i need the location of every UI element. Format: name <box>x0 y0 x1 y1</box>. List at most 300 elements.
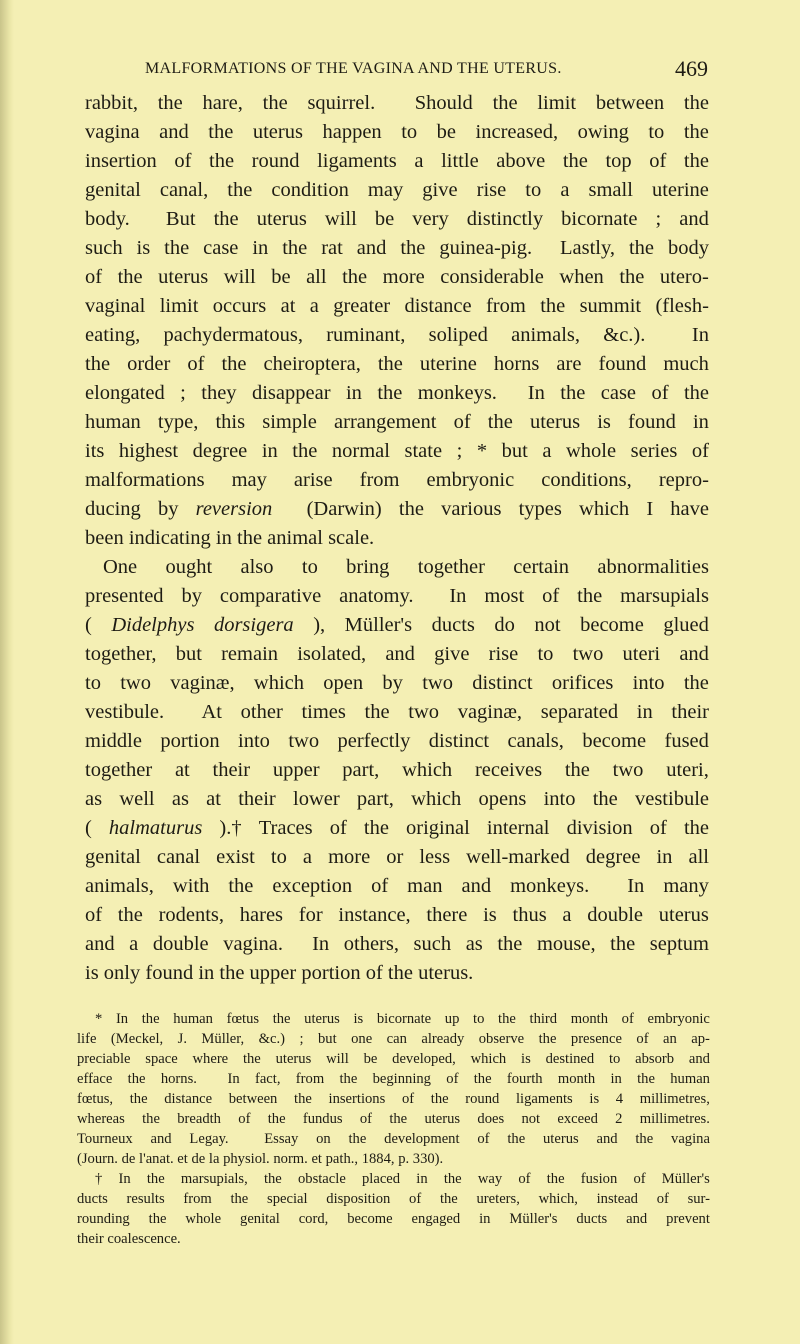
word: is <box>483 904 497 926</box>
word: of <box>409 1191 422 1207</box>
word: from <box>183 1191 212 1207</box>
footnote-line <box>77 1089 710 1109</box>
word: the <box>443 1171 462 1187</box>
italic-word: dorsigera <box>213 614 294 636</box>
word: at <box>280 295 296 317</box>
word: millimetres, <box>639 1091 710 1107</box>
word: the <box>546 1171 565 1187</box>
word: conditions, <box>541 469 632 491</box>
word: presented <box>85 585 164 607</box>
word: one <box>351 1031 373 1047</box>
word: can <box>386 1031 407 1047</box>
word: which <box>402 759 453 781</box>
word: their <box>212 759 251 781</box>
word: sur- <box>687 1191 710 1207</box>
word: embryonic <box>647 1011 710 1027</box>
word: developed, <box>392 1051 456 1067</box>
word: uterus <box>424 1111 461 1127</box>
word: other <box>240 701 283 723</box>
word: and <box>356 237 387 259</box>
word: between <box>228 1091 278 1107</box>
text-line <box>85 408 709 437</box>
word: the <box>592 788 618 810</box>
word: J. <box>177 1031 187 1047</box>
word: whereas <box>77 1111 125 1127</box>
word: (Darwin) <box>306 498 382 520</box>
running-title: MALFORMATIONS OF THE VAGINA AND THE UTERUS. <box>145 60 562 77</box>
word: have <box>670 498 709 520</box>
word: of <box>446 1071 459 1087</box>
word: together <box>417 556 485 578</box>
word: series <box>630 440 678 462</box>
word: on <box>316 1131 331 1147</box>
word: I <box>646 498 654 520</box>
word: summit <box>579 295 642 317</box>
word: of <box>359 1111 373 1127</box>
word: guinea-pig. <box>439 237 533 259</box>
word: Legay. <box>189 1131 229 1147</box>
word: At <box>201 701 222 723</box>
word: uterine <box>419 353 477 375</box>
word: the <box>577 585 603 607</box>
word: simple <box>262 411 317 433</box>
word: all <box>688 846 709 868</box>
word: the <box>142 1111 160 1127</box>
word: be <box>436 121 457 143</box>
word: the <box>227 179 253 201</box>
word: ; <box>299 1031 304 1047</box>
word: &c.) <box>258 1031 286 1047</box>
word: the <box>157 92 183 114</box>
word: more <box>382 266 425 288</box>
word: found <box>598 353 647 375</box>
word: vestibule. <box>85 701 165 723</box>
word: the <box>487 411 513 433</box>
word: anatomy. <box>339 585 414 607</box>
word: a <box>560 179 570 201</box>
word: bring <box>346 556 390 578</box>
word: eating, <box>85 324 141 346</box>
footnote-line <box>77 1189 710 1209</box>
word: which <box>470 1051 507 1067</box>
word: vaginæ, <box>457 701 523 723</box>
word: and <box>688 1051 710 1067</box>
word: fundus <box>302 1111 343 1127</box>
text: their coalescence. <box>77 1231 181 1247</box>
word: with <box>172 875 210 897</box>
word: In <box>115 1011 129 1027</box>
word: type, <box>157 411 199 433</box>
word: ureters, <box>476 1191 520 1207</box>
word: insertions <box>328 1091 386 1107</box>
word: ), <box>313 614 326 636</box>
word: insertion <box>85 150 157 172</box>
word: to <box>301 556 318 578</box>
word: the <box>294 1091 312 1107</box>
word: * <box>476 440 488 462</box>
word: vagina <box>85 121 140 143</box>
word: up <box>444 1011 460 1027</box>
word: the <box>562 150 588 172</box>
word: rise <box>488 643 519 665</box>
word: the <box>377 382 403 404</box>
word: into <box>543 788 576 810</box>
word: and <box>679 643 709 665</box>
word: less <box>419 846 451 868</box>
footnote-line <box>77 1169 710 1189</box>
word: as <box>171 788 189 810</box>
word: In <box>312 933 330 955</box>
word: round <box>251 150 300 172</box>
word: abnormalities <box>597 556 709 578</box>
word: of <box>238 1111 251 1127</box>
word: state <box>404 440 443 462</box>
word: In <box>227 1071 240 1087</box>
word: In <box>118 1171 131 1187</box>
word: glued <box>663 614 709 636</box>
word: in <box>261 440 278 462</box>
text-line <box>85 350 709 379</box>
word: uterus <box>252 121 303 143</box>
word: the <box>342 266 368 288</box>
word: perfectly <box>337 730 411 752</box>
word: the <box>282 237 308 259</box>
word: the <box>267 1111 286 1127</box>
word: genital <box>85 846 141 868</box>
word: canal, <box>159 179 209 201</box>
word: of <box>636 1031 649 1047</box>
word: of <box>649 817 667 839</box>
word: the <box>339 1071 358 1087</box>
word: utero- <box>659 266 709 288</box>
word: the <box>635 1131 654 1147</box>
word: by <box>382 672 403 694</box>
word: which, <box>538 1191 578 1207</box>
word: the <box>230 1191 249 1207</box>
word: vagina <box>671 1131 710 1147</box>
word: certain <box>513 556 570 578</box>
word: be <box>271 266 291 288</box>
word: top <box>605 150 632 172</box>
word: the <box>400 237 426 259</box>
word: the <box>348 1131 367 1147</box>
word: soliped <box>428 324 488 346</box>
word: ought <box>165 556 213 578</box>
word: month <box>570 1011 609 1027</box>
word: division <box>566 817 633 839</box>
word: the <box>683 121 709 143</box>
word: human <box>173 1011 213 1027</box>
word: already <box>421 1031 465 1047</box>
word: placed <box>362 1171 401 1187</box>
word: to <box>609 1051 621 1067</box>
word: also <box>240 556 274 578</box>
word: hares <box>239 904 284 926</box>
word: the <box>398 498 424 520</box>
word: uteri, <box>666 759 709 781</box>
word: whole <box>185 1211 222 1227</box>
word: exception <box>272 875 353 897</box>
word: but <box>501 440 528 462</box>
text-line <box>85 466 709 495</box>
word: various <box>441 498 502 520</box>
word: be <box>374 208 395 230</box>
word: the <box>148 1211 167 1227</box>
word: the <box>683 672 709 694</box>
word: as <box>85 788 103 810</box>
word: but <box>175 643 202 665</box>
word: and <box>385 643 415 665</box>
word: they <box>201 382 237 404</box>
footnote-line <box>77 1209 710 1229</box>
word: ).† <box>219 817 242 839</box>
word: to <box>270 846 287 868</box>
word: into <box>632 672 665 694</box>
word: ; <box>180 382 186 404</box>
word: uterus <box>658 904 709 926</box>
text-line <box>85 901 709 930</box>
word: arrangement <box>334 411 437 433</box>
word: the <box>497 933 523 955</box>
word: well <box>119 788 155 810</box>
text-line <box>85 669 709 698</box>
word: degree <box>192 440 248 462</box>
word: vaginæ, <box>170 672 235 694</box>
word: third <box>529 1011 558 1027</box>
word: 2 <box>615 1111 623 1127</box>
text-line <box>85 118 709 147</box>
word: the <box>85 353 111 375</box>
text: (Journ. de l'anat. et de la physiol. norm. et path., 1884, p. 330). <box>77 1151 444 1167</box>
word: increased, <box>475 121 559 143</box>
word: Tourneux <box>77 1131 133 1147</box>
word: bicornate <box>561 208 638 230</box>
word: to <box>537 643 554 665</box>
text-line <box>85 147 709 176</box>
word: of <box>174 150 192 172</box>
word: elongated <box>85 382 165 404</box>
word: of <box>542 585 560 607</box>
word: two <box>422 672 453 694</box>
footnote-line <box>77 1069 710 1089</box>
word: monkeys. <box>510 875 590 897</box>
text-line <box>85 959 709 988</box>
word: But <box>165 208 196 230</box>
word: separated <box>540 701 619 723</box>
word: internal <box>486 817 550 839</box>
word: part, <box>356 788 394 810</box>
text-line <box>85 843 709 872</box>
word: from <box>359 469 400 491</box>
word: marsupials, <box>180 1171 248 1187</box>
word: portion <box>160 730 220 752</box>
italic-word: halmaturus <box>108 817 203 839</box>
word: and <box>461 875 492 897</box>
word: the <box>619 266 645 288</box>
text-line <box>85 553 709 582</box>
word: of <box>656 1191 669 1207</box>
word: instance, <box>338 904 411 926</box>
word: distinctly <box>466 208 544 230</box>
word: of <box>85 904 103 926</box>
word: the <box>538 1031 557 1047</box>
word: the <box>208 121 234 143</box>
footnote-line <box>77 1049 710 1069</box>
word: fœtus, <box>77 1091 114 1107</box>
word: genital <box>85 179 141 201</box>
word: fusion <box>580 1171 618 1187</box>
word: Müller's <box>344 614 413 636</box>
word: degree <box>585 846 641 868</box>
word: uterus <box>304 1011 340 1027</box>
word: the <box>540 295 566 317</box>
word: of <box>518 1171 531 1187</box>
word: from <box>295 1071 325 1087</box>
word: may <box>367 179 404 201</box>
word: of <box>329 817 347 839</box>
word: opens <box>478 788 527 810</box>
word: millimetres. <box>639 1111 710 1127</box>
word: the <box>363 817 389 839</box>
word: fœtus <box>226 1011 260 1027</box>
word: others, <box>343 933 399 955</box>
word: a <box>542 440 552 462</box>
word: the <box>262 92 288 114</box>
word: the <box>637 1071 655 1087</box>
word: prevent <box>666 1211 710 1227</box>
word: of <box>371 875 389 897</box>
word: canals, <box>507 730 564 752</box>
text-line <box>85 495 709 524</box>
word: may <box>231 469 267 491</box>
word: case <box>203 237 239 259</box>
word: very <box>412 208 449 230</box>
text-line <box>85 727 709 756</box>
word: thus <box>512 904 547 926</box>
word: ; <box>655 208 662 230</box>
body-text <box>85 89 709 988</box>
word: disappear <box>251 382 331 404</box>
word: uterus <box>256 208 307 230</box>
word: the <box>263 1171 282 1187</box>
word: * <box>95 1011 103 1027</box>
word: presence <box>570 1031 622 1047</box>
word: of <box>691 440 709 462</box>
word: month <box>557 1071 596 1087</box>
footnote-line <box>77 1129 710 1149</box>
word: ligaments <box>515 1091 573 1107</box>
word: happen <box>322 121 382 143</box>
word: the <box>164 237 190 259</box>
word: hare, <box>202 92 243 114</box>
word: which <box>253 672 304 694</box>
italic-word: Didelphys <box>111 614 195 636</box>
word: the <box>564 759 590 781</box>
word: the <box>473 1071 492 1087</box>
word: many <box>663 875 709 897</box>
word: of <box>621 1011 634 1027</box>
word: One <box>103 556 138 578</box>
word: not <box>534 614 561 636</box>
word: and <box>626 1211 648 1227</box>
word: human <box>85 411 141 433</box>
word: small <box>588 179 633 201</box>
word: together, <box>85 643 157 665</box>
word: not <box>521 1111 541 1127</box>
word: distinct <box>428 730 490 752</box>
word: fused <box>664 730 709 752</box>
text: is only found in the upper portion of the uterus. <box>85 962 474 984</box>
word: preciable <box>77 1051 131 1067</box>
word: do <box>494 614 515 636</box>
word: two <box>120 672 151 694</box>
word: part, <box>342 759 380 781</box>
page-header <box>145 56 708 86</box>
word: the <box>492 92 518 114</box>
word: to <box>401 121 418 143</box>
word: round <box>465 1091 500 1107</box>
word: is <box>353 1011 364 1027</box>
word: ( <box>85 614 92 636</box>
word: orifices <box>551 672 614 694</box>
word: life <box>77 1031 97 1047</box>
word: bicornate <box>376 1011 432 1027</box>
word: animals, <box>511 324 580 346</box>
word: Lastly, <box>559 237 616 259</box>
word: this <box>215 411 246 433</box>
word: well-marked <box>466 846 570 868</box>
text-line <box>85 582 709 611</box>
word: In <box>691 324 709 346</box>
word: upper <box>272 759 320 781</box>
word: the <box>377 353 403 375</box>
word: 4 <box>615 1091 624 1107</box>
word: to <box>648 121 665 143</box>
word: condition <box>271 179 349 201</box>
word: such <box>413 933 452 955</box>
word: the <box>560 382 586 404</box>
word: found <box>628 411 676 433</box>
word: uterus <box>529 411 581 433</box>
word: way <box>477 1171 503 1187</box>
text-line <box>85 872 709 901</box>
word: give <box>422 179 458 201</box>
word: in <box>416 1171 428 1187</box>
word: development <box>384 1131 460 1147</box>
word: the <box>117 904 143 926</box>
word: their <box>671 701 709 723</box>
word: the <box>209 150 235 172</box>
word: animals, <box>85 875 154 897</box>
word: cheiroptera, <box>263 353 361 375</box>
text-line <box>85 611 709 640</box>
word: little <box>441 150 479 172</box>
word: in <box>656 846 673 868</box>
text-line <box>85 437 709 466</box>
footnote-line <box>77 1029 710 1049</box>
italic-word: reversion <box>195 498 273 520</box>
word: and <box>679 208 709 230</box>
text-line <box>85 176 709 205</box>
word: open <box>323 672 364 694</box>
word: whole <box>565 440 617 462</box>
word: a <box>309 295 319 317</box>
book-spine-shadow <box>0 0 14 1344</box>
word: ; <box>456 440 463 462</box>
footnote-line <box>77 1229 710 1249</box>
text-line <box>85 785 709 814</box>
word: In <box>449 585 467 607</box>
